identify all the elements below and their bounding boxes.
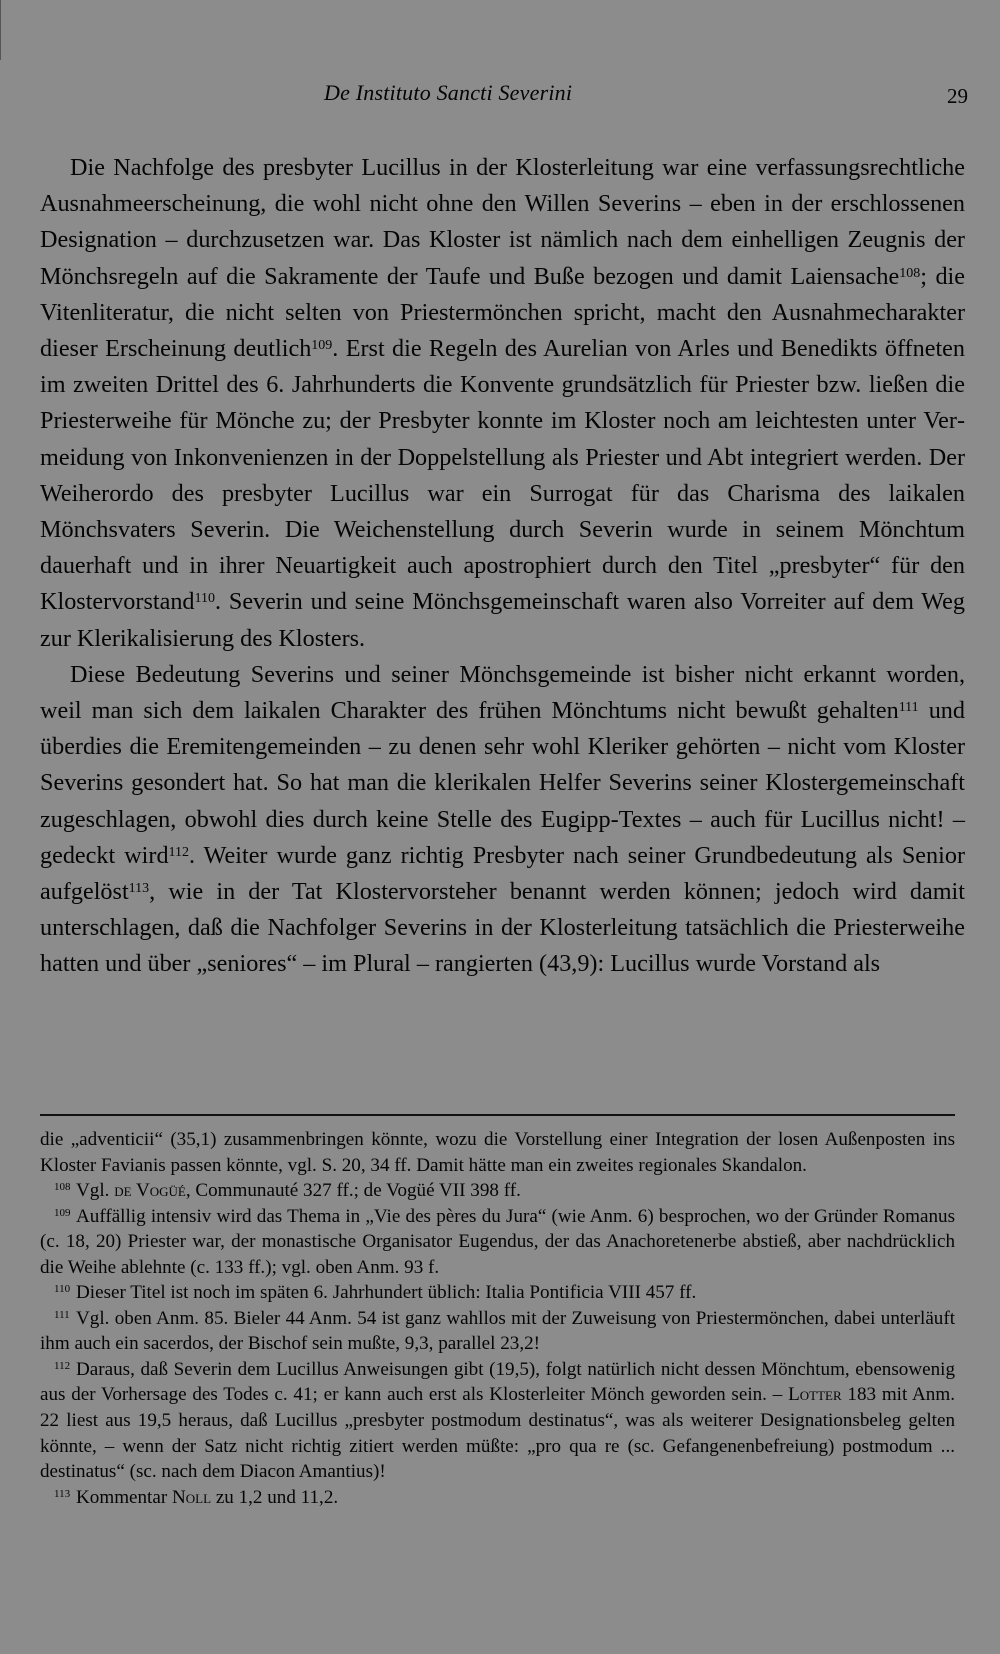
footnote-108: 108 Vgl. de Vogüé, Communauté 327 ff.; de Vogüé VII 398 ff. [54, 1180, 521, 1202]
footnote-text: Auffällig intensiv wird das Thema in „Vie des pères du Jura“ (wie Anm. 6) besprochen, wo der Gründer Romanus (c. 18, 20) Priester war, der monastische Organisator Eugendus, der das Anachoretenerbe abstieß, aber nachdrücklich die Weihe ablehnte (c. 133 ff.); vgl. oben Anm. 93 f. [40, 1205, 955, 1278]
text-segment: Diese Bedeutung Severins und seiner Mönchsgemeinde ist bisher nicht erkannt worden, weil man sich dem laikalen Charakter des frühen Mönchtums nicht bewußt gehalten [40, 660, 965, 725]
running-title: De Instituto Sancti Severini [324, 80, 573, 105]
author-name: Lotter [788, 1384, 842, 1406]
author-name: Noll [171, 1486, 212, 1508]
footnote-divider [40, 1114, 955, 1116]
footnote-text: Daraus, daß Severin dem Lucillus Anweisungen gibt (19,5), folgt natürlich nicht dessen Mönchtum, ebensowenig aus der Vorhersage des Todes c. 41; er kann auch erst als Klosterleiter Mönch geworden sein. – [40, 1358, 955, 1406]
footnote-ref: 109 [311, 338, 333, 354]
page-header [38, 80, 968, 110]
paragraph-2 [40, 657, 965, 983]
main-text [40, 150, 965, 983]
footnotes [40, 1127, 955, 1510]
page-number: 29 [947, 84, 968, 108]
footnote-113: 113 Kommentar Noll zu 1,2 und 11,2. [54, 1486, 339, 1508]
footnote-text: Kommentar [76, 1486, 172, 1508]
footnote-text: , Communauté 327 ff.; de Vogüé VII 398 ff. [185, 1180, 521, 1202]
author-name: de Vogüé [114, 1180, 186, 1202]
footnote-109: 109 Auffällig intensiv wird das Thema in „Vie des pères du Jura“ (wie Anm. 6) besprochen, wo der Gründer Romanus (c. 18, 20) Priester war, der monastische Organisator Eugendus, der das Anachoretenerbe abstieß, aber nachdrücklich die Weihe ablehnte (c. 133 ff.); vgl. oben Anm. 93 f. [40, 1205, 955, 1278]
footnote-text: Vgl. oben Anm. 85. Bieler 44 Anm. 54 ist ganz wahllos mit der Zuweisung von Priestermönchen, dabei unterläuft ihm auch ein sacerdos, der Bischof sein mußte, 9,3, parallel 23,2! [40, 1307, 955, 1355]
footnote-112: 112 Daraus, daß Severin dem Lucillus Anweisungen gibt (19,5), folgt natürlich nicht dessen Mönchtum, ebensowenig aus der Vorhersage des Todes c. 41; er kann auch erst als Klosterleiter Mönch geworden sein. – Lotter 183 mit Anm. 22 liest aus 19,5 heraus, daß Lucillus „presbyter postmodum destinatus“, was als weiterer Designationsbeleg gelten könnte, – wenn der Satz nicht richtig zitiert werden müßte: „pro qua re (sc. Gefangenenbefreiung) postmodum ... destinatus“ (sc. nach dem Diacon Amantius)! [40, 1358, 955, 1483]
text-segment: . Erst die Regeln des Aurelian von Arles und Benedikts öffneten im zweiten Drittel des 6. Jahrhunderts die Konvente grundsätzlich für Priester bzw. ließen die Priesterweihe für Mönche zu; der Presbyter konnte im Kloster noch am leichtesten unter Vermeidung von Inkonvenienzen in der Doppelstellung als Priester und Abt integriert werden. Der Weiherordo des presbyter Lucillus war ein Surrogat für das Charisma des laikalen Mönchsvaters Severin. Die Weichenstellung durch Severin wurde in seinem Mönchtum dauerhaft und in ihrer Neuartigkeit auch apostrophiert durch den Titel „presbyter“ für den Klostervorstand [40, 335, 965, 616]
footnote-ref: 113 [128, 881, 150, 897]
text-segment: und überdies die Eremitengemeinden – zu denen sehr wohl Kleriker gehörten – nicht vom Kloster Severins gesondert hat. So hat man die klerikalen Helfer Severins seiner Klostergemeinschaft zugeschlagen, obwohl dies durch keine Stelle des Eugipp-Textes – auch für Lucillus nicht! – gedeckt wird [40, 697, 965, 869]
footnote-110: 110 Dieser Titel ist noch im späten 6. Jahrhundert üblich: Italia Pontificia VIII 457 ff. [54, 1282, 697, 1304]
paragraph-1 [40, 150, 965, 657]
text-segment: Die Nachfolge des presbyter Lucillus in der Klosterleitung war eine verfassungsrechtliche Ausnahmeerscheinung, die wohl nicht ohne den Willen Severins – eben in der erschlossenen Designation – durchzusetzen war. Das Kloster ist nämlich nach dem einhelligen Zeugnis der Mönchsregeln auf die Sakramente der Taufe und Buße bezogen und damit Laiensache [40, 154, 965, 290]
page-edge [0, 0, 1, 60]
text-segment: . Severin und seine Mönchsgemeinschaft waren also Vorreiter auf dem Weg zur Klerikalisierung des Klosters. [40, 588, 965, 652]
footnote-ref: 112 [168, 844, 190, 860]
footnote-ref: 108 [899, 265, 921, 281]
footnote-text: 183 mit Anm. 22 liest aus 19,5 heraus, daß Lucillus „presbyter postmodum destinatus“, was als weiterer Designationsbeleg gelten könnte, – wenn der Satz nicht richtig zitiert werden müßte: „pro qua re (sc. Gefangenenbefreiung) postmodum ... destinatus“ (sc. nach dem Diacon Amantius)! [40, 1384, 955, 1483]
footnote-111: 111 Vgl. oben Anm. 85. Bieler 44 Anm. 54 ist ganz wahllos mit der Zuweisung von Priestermönchen, dabei unterläuft ihm auch ein sacerdos, der Bischof sein mußte, 9,3, parallel 23,2! [40, 1307, 955, 1355]
text-segment: , wie in der Tat Klostervorsteher benannt werden können; jedoch wird damit unterschlagen, daß die Nachfolger Severins in der Klosterleitung tatsächlich die Priesterweihe hatten und über „seniores“ – im Plural – rangierten (43,9): Lucillus wurde Vorstand als [40, 878, 965, 978]
text-segment: . Weiter wurde ganz richtig Presbyter nach seiner Grundbedeutung als Senior aufgelöst [40, 841, 965, 906]
footnote-continuation: die „adventicii“ (35,1) zusammenbringen könnte, wozu die Vorstellung einer Integration der losen Außenposten ins Kloster Favianis passen könnte, vgl. S. 20, 34 ff. Damit hätte man ein zweites regionales Skandalon. [40, 1129, 955, 1176]
footnote-text: Dieser Titel ist noch im späten 6. Jahrhundert üblich: Italia Pontificia VIII 457 ff. [76, 1282, 697, 1304]
text-segment: ; die Vitenliteratur, die nicht selten von Priestermönchen spricht, macht den Ausnahmecharakter dieser Erscheinung deutlich [40, 262, 965, 363]
footnote-ref: 110 [194, 591, 215, 607]
footnote-ref: 111 [898, 700, 919, 716]
footnote-text: Vgl. [76, 1180, 115, 1202]
footnote-text: zu 1,2 und 11,2. [211, 1486, 339, 1508]
